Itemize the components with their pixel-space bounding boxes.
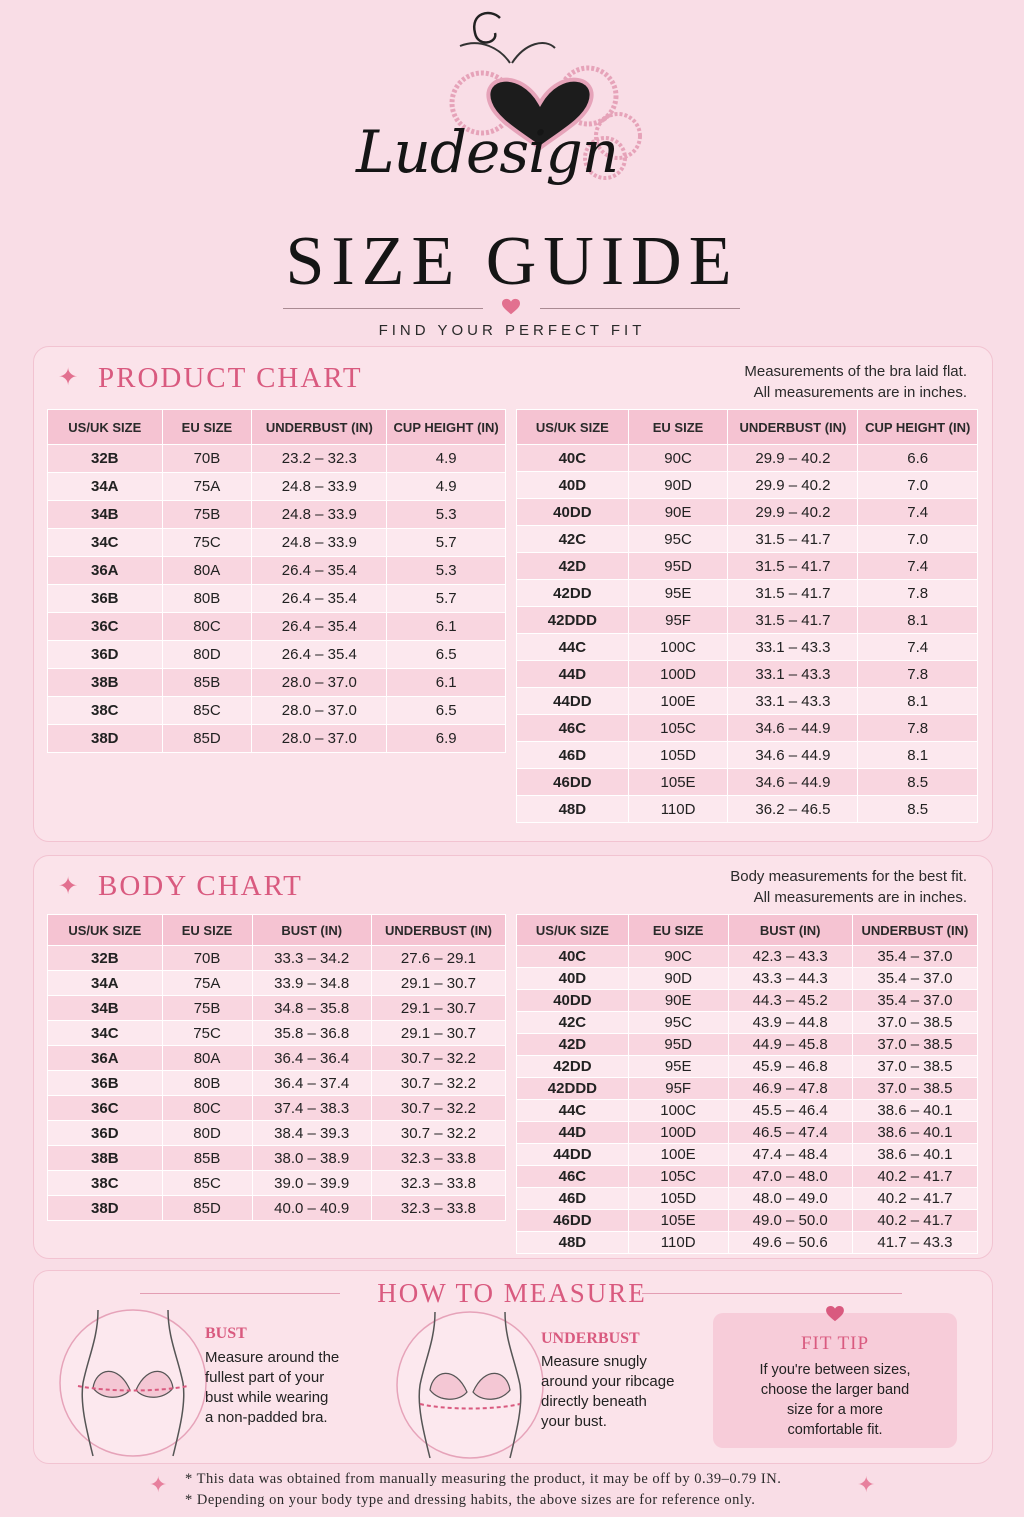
table-cell: 40D	[517, 968, 629, 990]
table-cell: 37.4 – 38.3	[252, 1096, 371, 1121]
page-title: SIZE GUIDE	[285, 223, 739, 300]
underbust-instructions: Measure snugly around your ribcage directly beneath your bust.	[541, 1353, 675, 1430]
column-header: CUP HEIGHT (IN)	[858, 410, 978, 445]
table-cell: 44C	[517, 634, 629, 661]
fit-tip-title: FIT TIP	[800, 1333, 870, 1354]
table-cell: 8.1	[858, 688, 978, 715]
table-row	[48, 585, 506, 613]
heart-icon	[826, 1306, 844, 1322]
table-cell: 40DD	[517, 499, 629, 526]
column-header: UNDERBUST (IN)	[852, 915, 977, 946]
table-cell: 100D	[628, 1122, 728, 1144]
table-cell: 85C	[162, 697, 252, 725]
table-cell: 46DD	[517, 769, 629, 796]
table-cell: 38B	[48, 669, 163, 697]
table-cell: 26.4 – 35.4	[252, 641, 387, 669]
table-cell: 44D	[517, 661, 629, 688]
table-cell: 105E	[628, 769, 728, 796]
table-cell: 38.6 – 40.1	[852, 1100, 977, 1122]
table-row	[517, 1166, 978, 1188]
footnote-1: * This data was obtained from manually measuring the product, it may be off by 0.39–0.79 IN.	[185, 1471, 782, 1487]
table-cell: 42D	[517, 1034, 629, 1056]
table-cell: 38D	[48, 1196, 163, 1221]
body-chart-table-right	[516, 914, 978, 1254]
table-cell: 105D	[628, 742, 728, 769]
column-header: US/UK SIZE	[517, 915, 629, 946]
table-cell: 34.8 – 35.8	[252, 996, 371, 1021]
table-cell: 7.8	[858, 661, 978, 688]
table-cell: 40.0 – 40.9	[252, 1196, 371, 1221]
table-cell: 42DDD	[517, 607, 629, 634]
table-cell: 46DD	[517, 1210, 629, 1232]
table-cell: 32.3 – 33.8	[371, 1171, 505, 1196]
table-cell: 35.4 – 37.0	[852, 946, 977, 968]
table-cell: 42.3 – 43.3	[728, 946, 852, 968]
table-row	[517, 796, 978, 823]
table-cell: 32B	[48, 946, 163, 971]
table-row	[517, 445, 978, 472]
table-cell: 35.8 – 36.8	[252, 1021, 371, 1046]
table-row	[48, 557, 506, 585]
table-cell: 75A	[162, 473, 252, 501]
table-row	[517, 1056, 978, 1078]
table-cell: 6.1	[387, 613, 506, 641]
table-row	[48, 725, 506, 753]
table-cell: 95F	[628, 607, 728, 634]
underbust-figure-icon	[395, 1310, 545, 1460]
table-cell: 33.9 – 34.8	[252, 971, 371, 996]
table-cell: 33.3 – 34.2	[252, 946, 371, 971]
body-chart-note: Body measurements for the best fit. All measurements are in inches.	[730, 868, 967, 906]
table-cell: 75B	[162, 501, 252, 529]
table-cell: 100C	[628, 1100, 728, 1122]
column-header: UNDERBUST (IN)	[728, 410, 858, 445]
table-cell: 90E	[628, 990, 728, 1012]
table-cell: 100C	[628, 634, 728, 661]
table-cell: 4.9	[387, 445, 506, 473]
table-cell: 90D	[628, 968, 728, 990]
table-cell: 32B	[48, 445, 163, 473]
table-cell: 33.1 – 43.3	[728, 634, 858, 661]
table-row	[517, 769, 978, 796]
column-header: US/UK SIZE	[48, 410, 163, 445]
table-cell: 37.0 – 38.5	[852, 1056, 977, 1078]
table-cell: 5.3	[387, 557, 506, 585]
table-cell: 43.9 – 44.8	[728, 1012, 852, 1034]
table-cell: 42DD	[517, 1056, 629, 1078]
sparkle-icon: ✦	[58, 363, 79, 391]
bust-instructions: Measure around the fullest part of your bust while wearing a non-padded bra.	[205, 1349, 340, 1426]
title-rule-left	[283, 308, 483, 309]
table-cell: 85D	[162, 1196, 252, 1221]
table-cell: 32.3 – 33.8	[371, 1196, 505, 1221]
bust-figure-icon	[58, 1308, 208, 1458]
brand-logo	[350, 8, 670, 223]
table-cell: 30.7 – 32.2	[371, 1071, 505, 1096]
table-row	[517, 607, 978, 634]
table-cell: 42C	[517, 526, 629, 553]
table-cell: 48.0 – 49.0	[728, 1188, 852, 1210]
table-cell: 36C	[48, 1096, 163, 1121]
column-header: UNDERBUST (IN)	[252, 410, 387, 445]
table-cell: 38.4 – 39.3	[252, 1121, 371, 1146]
table-cell: 85B	[162, 669, 252, 697]
table-cell: 7.0	[858, 472, 978, 499]
page-subtitle: FIND YOUR PERFECT FIT	[378, 322, 646, 339]
table-cell: 36.2 – 46.5	[728, 796, 858, 823]
footnote-2: * Depending on your body type and dressing habits, the above sizes are for reference only.	[185, 1492, 756, 1508]
table-cell: 105C	[628, 1166, 728, 1188]
table-cell: 80C	[162, 1096, 252, 1121]
table-cell: 31.5 – 41.7	[728, 607, 858, 634]
table-cell: 5.7	[387, 529, 506, 557]
table-row	[48, 1046, 506, 1071]
table-cell: 5.3	[387, 501, 506, 529]
table-cell: 29.9 – 40.2	[728, 472, 858, 499]
column-header: BUST (IN)	[728, 915, 852, 946]
table-row	[517, 553, 978, 580]
table-cell: 5.7	[387, 585, 506, 613]
table-row	[517, 990, 978, 1012]
table-cell: 100E	[628, 1144, 728, 1166]
table-cell: 6.6	[858, 445, 978, 472]
column-header: EU SIZE	[628, 410, 728, 445]
table-cell: 34C	[48, 529, 163, 557]
table-row	[48, 669, 506, 697]
table-cell: 70B	[162, 946, 252, 971]
table-cell: 48D	[517, 796, 629, 823]
table-cell: 70B	[162, 445, 252, 473]
table-row	[517, 946, 978, 968]
table-cell: 46.5 – 47.4	[728, 1122, 852, 1144]
table-cell: 7.4	[858, 499, 978, 526]
table-cell: 36.4 – 37.4	[252, 1071, 371, 1096]
table-cell: 31.5 – 41.7	[728, 526, 858, 553]
table-cell: 38D	[48, 725, 163, 753]
table-cell: 46D	[517, 1188, 629, 1210]
table-cell: 75C	[162, 1021, 252, 1046]
table-cell: 85C	[162, 1171, 252, 1196]
table-cell: 100E	[628, 688, 728, 715]
table-cell: 6.9	[387, 725, 506, 753]
table-cell: 95E	[628, 580, 728, 607]
table-cell: 26.4 – 35.4	[252, 613, 387, 641]
table-cell: 6.5	[387, 641, 506, 669]
table-row	[517, 1144, 978, 1166]
table-cell: 44C	[517, 1100, 629, 1122]
table-cell: 7.8	[858, 715, 978, 742]
table-row	[517, 1122, 978, 1144]
table-cell: 44.3 – 45.2	[728, 990, 852, 1012]
table-cell: 40.2 – 41.7	[852, 1210, 977, 1232]
table-cell: 38.6 – 40.1	[852, 1144, 977, 1166]
table-cell: 90E	[628, 499, 728, 526]
table-cell: 24.8 – 33.9	[252, 501, 387, 529]
product-chart-title: PRODUCT CHART	[98, 362, 363, 394]
table-cell: 105D	[628, 1188, 728, 1210]
table-row	[48, 501, 506, 529]
table-cell: 95E	[628, 1056, 728, 1078]
table-cell: 8.5	[858, 769, 978, 796]
table-row	[517, 634, 978, 661]
table-cell: 36B	[48, 585, 163, 613]
product-chart-table-left	[47, 409, 506, 753]
table-cell: 46C	[517, 1166, 629, 1188]
table-cell: 40C	[517, 445, 629, 472]
table-row	[48, 445, 506, 473]
table-cell: 40C	[517, 946, 629, 968]
body-chart-table-left	[47, 914, 506, 1221]
table-cell: 28.0 – 37.0	[252, 669, 387, 697]
table-cell: 34C	[48, 1021, 163, 1046]
table-cell: 36D	[48, 1121, 163, 1146]
table-cell: 75C	[162, 529, 252, 557]
table-cell: 38B	[48, 1146, 163, 1171]
table-row	[517, 499, 978, 526]
table-row	[48, 613, 506, 641]
table-row	[48, 529, 506, 557]
table-row	[517, 715, 978, 742]
bust-heading: BUST	[205, 1325, 247, 1342]
table-row	[48, 1196, 506, 1221]
table-cell: 80A	[162, 557, 252, 585]
table-row	[517, 1012, 978, 1034]
table-cell: 90C	[628, 445, 728, 472]
table-cell: 26.4 – 35.4	[252, 557, 387, 585]
column-header: UNDERBUST (IN)	[371, 915, 505, 946]
sparkle-icon: ✦	[857, 1473, 876, 1498]
table-cell: 32.3 – 33.8	[371, 1146, 505, 1171]
table-cell: 30.7 – 32.2	[371, 1096, 505, 1121]
table-row	[517, 661, 978, 688]
table-cell: 110D	[628, 796, 728, 823]
table-cell: 46.9 – 47.8	[728, 1078, 852, 1100]
table-cell: 37.0 – 38.5	[852, 1078, 977, 1100]
table-cell: 34B	[48, 501, 163, 529]
table-cell: 34B	[48, 996, 163, 1021]
table-cell: 45.5 – 46.4	[728, 1100, 852, 1122]
table-cell: 38.6 – 40.1	[852, 1122, 977, 1144]
table-cell: 95D	[628, 553, 728, 580]
table-row	[48, 971, 506, 996]
column-header: CUP HEIGHT (IN)	[387, 410, 506, 445]
body-chart-title: BODY CHART	[98, 870, 303, 902]
table-cell: 46D	[517, 742, 629, 769]
table-cell: 80B	[162, 1071, 252, 1096]
table-row	[517, 1188, 978, 1210]
table-cell: 34A	[48, 473, 163, 501]
underbust-heading: UNDERBUST	[541, 1330, 640, 1347]
table-cell: 24.8 – 33.9	[252, 473, 387, 501]
table-cell: 7.8	[858, 580, 978, 607]
product-chart-table-right	[516, 409, 978, 823]
table-cell: 100D	[628, 661, 728, 688]
table-row	[48, 1071, 506, 1096]
table-cell: 44.9 – 45.8	[728, 1034, 852, 1056]
table-cell: 40DD	[517, 990, 629, 1012]
table-cell: 34A	[48, 971, 163, 996]
table-cell: 27.6 – 29.1	[371, 946, 505, 971]
table-cell: 38C	[48, 697, 163, 725]
table-cell: 47.4 – 48.4	[728, 1144, 852, 1166]
table-row	[48, 996, 506, 1021]
table-cell: 33.1 – 43.3	[728, 688, 858, 715]
table-row	[48, 697, 506, 725]
table-row	[517, 1210, 978, 1232]
heart-icon	[502, 298, 520, 316]
table-cell: 6.1	[387, 669, 506, 697]
column-header: US/UK SIZE	[48, 915, 163, 946]
table-cell: 41.7 – 43.3	[852, 1232, 977, 1254]
table-cell: 85B	[162, 1146, 252, 1171]
table-cell: 44DD	[517, 688, 629, 715]
table-cell: 42DDD	[517, 1078, 629, 1100]
table-cell: 36B	[48, 1071, 163, 1096]
table-cell: 42C	[517, 1012, 629, 1034]
column-header: EU SIZE	[628, 915, 728, 946]
table-cell: 30.7 – 32.2	[371, 1121, 505, 1146]
table-cell: 38.0 – 38.9	[252, 1146, 371, 1171]
table-cell: 6.5	[387, 697, 506, 725]
table-cell: 38C	[48, 1171, 163, 1196]
column-header: EU SIZE	[162, 410, 252, 445]
table-cell: 7.4	[858, 634, 978, 661]
table-row	[48, 1021, 506, 1046]
table-cell: 36A	[48, 1046, 163, 1071]
table-cell: 29.9 – 40.2	[728, 499, 858, 526]
table-row	[517, 688, 978, 715]
table-row	[517, 1078, 978, 1100]
table-cell: 7.0	[858, 526, 978, 553]
table-row	[48, 1146, 506, 1171]
table-cell: 29.1 – 30.7	[371, 1021, 505, 1046]
table-row	[517, 1034, 978, 1056]
table-cell: 95F	[628, 1078, 728, 1100]
table-cell: 34.6 – 44.9	[728, 715, 858, 742]
table-cell: 43.3 – 44.3	[728, 968, 852, 990]
column-header: US/UK SIZE	[517, 410, 629, 445]
table-row	[48, 1096, 506, 1121]
table-cell: 31.5 – 41.7	[728, 580, 858, 607]
table-cell: 105E	[628, 1210, 728, 1232]
table-cell: 36A	[48, 557, 163, 585]
table-cell: 29.1 – 30.7	[371, 971, 505, 996]
table-row	[517, 968, 978, 990]
table-cell: 42DD	[517, 580, 629, 607]
table-cell: 7.4	[858, 553, 978, 580]
table-cell: 29.9 – 40.2	[728, 445, 858, 472]
table-cell: 39.0 – 39.9	[252, 1171, 371, 1196]
table-row	[517, 1232, 978, 1254]
table-cell: 8.1	[858, 607, 978, 634]
table-cell: 105C	[628, 715, 728, 742]
table-cell: 40D	[517, 472, 629, 499]
product-chart-note: Measurements of the bra laid flat. All measurements are in inches.	[744, 363, 967, 401]
table-cell: 28.0 – 37.0	[252, 725, 387, 753]
table-cell: 40.2 – 41.7	[852, 1188, 977, 1210]
table-cell: 80C	[162, 613, 252, 641]
table-cell: 37.0 – 38.5	[852, 1034, 977, 1056]
column-header: EU SIZE	[162, 915, 252, 946]
how-to-measure-title: HOW TO MEASURE	[377, 1278, 647, 1308]
table-cell: 49.0 – 50.0	[728, 1210, 852, 1232]
table-cell: 24.8 – 33.9	[252, 529, 387, 557]
table-cell: 36.4 – 36.4	[252, 1046, 371, 1071]
column-header: BUST (IN)	[252, 915, 371, 946]
table-cell: 80D	[162, 1121, 252, 1146]
table-cell: 26.4 – 35.4	[252, 585, 387, 613]
table-cell: 46C	[517, 715, 629, 742]
table-cell: 42D	[517, 553, 629, 580]
table-row	[517, 526, 978, 553]
table-cell: 30.7 – 32.2	[371, 1046, 505, 1071]
table-cell: 44DD	[517, 1144, 629, 1166]
table-cell: 95C	[628, 526, 728, 553]
table-cell: 90D	[628, 472, 728, 499]
table-row	[517, 742, 978, 769]
table-row	[48, 473, 506, 501]
table-cell: 95C	[628, 1012, 728, 1034]
table-cell: 110D	[628, 1232, 728, 1254]
table-cell: 35.4 – 37.0	[852, 968, 977, 990]
table-cell: 29.1 – 30.7	[371, 996, 505, 1021]
table-cell: 44D	[517, 1122, 629, 1144]
table-cell: 34.6 – 44.9	[728, 742, 858, 769]
table-cell: 31.5 – 41.7	[728, 553, 858, 580]
table-cell: 33.1 – 43.3	[728, 661, 858, 688]
table-cell: 35.4 – 37.0	[852, 990, 977, 1012]
table-cell: 28.0 – 37.0	[252, 697, 387, 725]
table-row	[48, 1171, 506, 1196]
table-cell: 37.0 – 38.5	[852, 1012, 977, 1034]
table-row	[48, 1121, 506, 1146]
table-row	[517, 1100, 978, 1122]
brand-wordmark: Ludesign	[356, 118, 619, 186]
title-rule-right	[540, 308, 740, 309]
table-cell: 80A	[162, 1046, 252, 1071]
table-row	[48, 946, 506, 971]
table-cell: 40.2 – 41.7	[852, 1166, 977, 1188]
table-cell: 36D	[48, 641, 163, 669]
table-cell: 75B	[162, 996, 252, 1021]
table-cell: 80B	[162, 585, 252, 613]
table-cell: 8.5	[858, 796, 978, 823]
table-cell: 48D	[517, 1232, 629, 1254]
table-cell: 75A	[162, 971, 252, 996]
table-cell: 4.9	[387, 473, 506, 501]
sparkle-icon: ✦	[58, 872, 79, 900]
sparkle-icon: ✦	[149, 1473, 168, 1498]
table-cell: 36C	[48, 613, 163, 641]
table-row	[517, 472, 978, 499]
table-row	[517, 580, 978, 607]
table-cell: 95D	[628, 1034, 728, 1056]
table-cell: 80D	[162, 641, 252, 669]
table-cell: 8.1	[858, 742, 978, 769]
table-cell: 90C	[628, 946, 728, 968]
table-cell: 49.6 – 50.6	[728, 1232, 852, 1254]
table-cell: 23.2 – 32.3	[252, 445, 387, 473]
table-cell: 85D	[162, 725, 252, 753]
table-cell: 45.9 – 46.8	[728, 1056, 852, 1078]
fit-tip-text: If you're between sizes, choose the larger band size for a more comfortable fit.	[759, 1362, 911, 1438]
table-cell: 47.0 – 48.0	[728, 1166, 852, 1188]
table-row	[48, 641, 506, 669]
table-cell: 34.6 – 44.9	[728, 769, 858, 796]
